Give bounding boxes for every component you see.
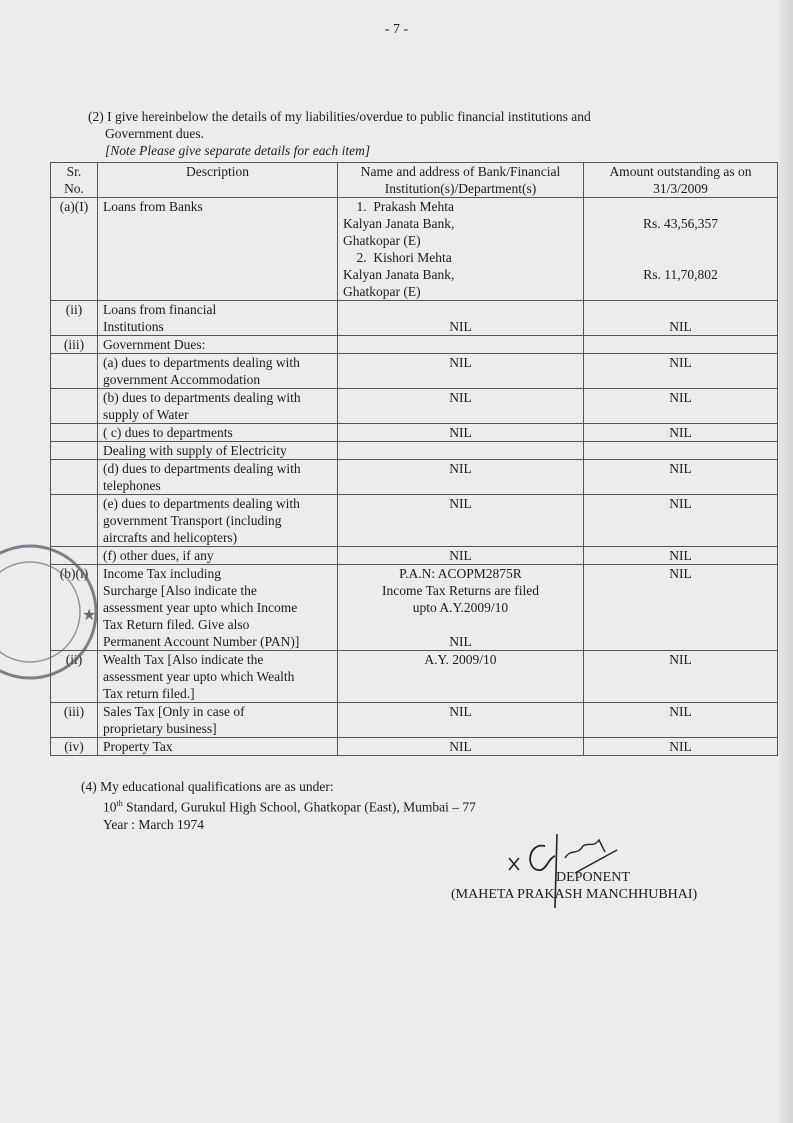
cell-description-line: Wealth Tax [Also indicate the	[103, 652, 264, 667]
svg-text:★: ★	[82, 607, 97, 624]
cell-description-line: Permanent Account Number (PAN)]	[103, 634, 300, 649]
header-sr-no	[51, 163, 98, 198]
cell-description-line: Dealing with supply of Electricity	[103, 443, 287, 458]
cell-institution-line: A.Y. 2009/10	[424, 652, 497, 667]
cell-institution-line: Ghatkopar (E)	[343, 284, 421, 299]
cell-sr-no	[51, 460, 98, 495]
cell-amount	[584, 301, 778, 336]
header-institution-line: Name and address of Bank/Financial	[360, 164, 561, 179]
cell-description-line: Tax Return filed. Give also	[103, 617, 250, 632]
cell-amount-line	[589, 198, 772, 215]
education-heading: (4) My educational qualifications are as under:	[81, 779, 334, 794]
table-row	[51, 460, 778, 495]
cell-sr-no	[51, 424, 98, 442]
cell-amount	[584, 738, 778, 756]
cell-description-line: aircrafts and helicopters)	[103, 530, 238, 545]
cell-description	[98, 442, 338, 460]
table-row	[51, 651, 778, 703]
cell-sr-no-line: (b)(i)	[59, 566, 89, 581]
cell-sr-no	[51, 301, 98, 336]
cell-description-line: supply of Water	[103, 407, 189, 422]
cell-amount-line	[589, 442, 772, 459]
cell-sr-no-line	[53, 495, 95, 512]
cell-institution-line	[343, 616, 578, 633]
cell-sr-no-line	[53, 389, 95, 406]
cell-amount-line: NIL	[669, 461, 692, 476]
cell-institution	[338, 198, 584, 301]
page-edge-shadow	[779, 0, 793, 1123]
cell-amount-line	[589, 232, 772, 249]
header-institution-line: Institution(s)/Department(s)	[384, 181, 537, 196]
cell-amount-line: NIL	[669, 355, 692, 370]
header-sr-no-line: No.	[64, 181, 84, 196]
cell-amount-line	[589, 301, 772, 318]
cell-institution	[338, 651, 584, 703]
cell-description-line: (d) dues to departments dealing with	[103, 461, 301, 476]
cell-institution	[338, 442, 584, 460]
cell-sr-no	[51, 495, 98, 547]
cell-sr-no-line: (iii)	[63, 337, 85, 352]
cell-description	[98, 495, 338, 547]
cell-institution	[338, 424, 584, 442]
cell-institution-line: Kalyan Janata Bank,	[343, 216, 455, 231]
cell-description	[98, 389, 338, 424]
cell-description	[98, 424, 338, 442]
cell-amount-line: NIL	[669, 425, 692, 440]
cell-institution-line: NIL	[449, 739, 472, 754]
cell-amount	[584, 495, 778, 547]
cell-institution-line: NIL	[449, 496, 472, 511]
cell-amount	[584, 198, 778, 301]
cell-sr-no-line	[53, 354, 95, 371]
cell-description	[98, 336, 338, 354]
cell-amount-line: NIL	[669, 496, 692, 511]
cell-institution-line: NIL	[449, 634, 472, 649]
cell-description	[98, 460, 338, 495]
school-text: Standard, Gurukul High School, Ghatkopar (East), Mumbai – 77	[122, 799, 476, 815]
education-section	[81, 778, 476, 833]
cell-sr-no-line: (ii)	[65, 302, 83, 317]
header-description-line: Description	[186, 164, 249, 179]
cell-description	[98, 738, 338, 756]
table-row	[51, 424, 778, 442]
deponent-name: (MAHETA PRAKASH MANCHHUBHAI)	[451, 887, 698, 902]
table-row	[51, 547, 778, 565]
cell-institution	[338, 703, 584, 738]
cell-amount	[584, 703, 778, 738]
header-amount	[584, 163, 778, 198]
cell-description-line: assessment year upto which Wealth	[103, 669, 295, 684]
table-row	[51, 442, 778, 460]
cell-institution-line: upto A.Y.2009/10	[412, 600, 509, 615]
cell-institution	[338, 460, 584, 495]
cell-institution	[338, 547, 584, 565]
cell-sr-no-line	[53, 442, 95, 459]
cell-description-line: Property Tax	[103, 739, 173, 754]
header-amount-line: Amount outstanding as on	[609, 164, 752, 179]
header-sr-no-line: Sr.	[66, 164, 82, 179]
education-school	[81, 795, 476, 816]
cell-institution-line: 2. Kishori Mehta	[343, 250, 452, 265]
cell-sr-no-line: (iv)	[64, 739, 84, 754]
cell-sr-no	[51, 738, 98, 756]
cell-description	[98, 651, 338, 703]
table-row	[51, 389, 778, 424]
cell-sr-no	[51, 336, 98, 354]
liabilities-intro	[88, 108, 768, 159]
cell-sr-no-line	[53, 460, 95, 477]
cell-amount-line: NIL	[669, 652, 692, 667]
page-number: - 7 -	[384, 22, 409, 37]
cell-amount-line: Rs. 43,56,357	[642, 216, 718, 231]
cell-institution-line: Income Tax Returns are filed	[382, 583, 539, 598]
cell-sr-no-line	[53, 424, 95, 441]
cell-description-line: Surcharge [Also indicate the	[103, 583, 257, 598]
education-year: Year : March 1974	[103, 816, 204, 832]
table-row	[51, 198, 778, 301]
header-institution	[338, 163, 584, 198]
cell-institution-line: NIL	[449, 355, 472, 370]
cell-amount-line: NIL	[669, 319, 692, 334]
cell-institution	[338, 354, 584, 389]
cell-description-line: assessment year upto which Income	[103, 600, 298, 615]
official-stamp-seal	[0, 540, 105, 690]
cell-description-line: (a) dues to departments dealing with	[103, 355, 300, 370]
cell-institution-line: NIL	[449, 461, 472, 476]
cell-description-line: (b) dues to departments dealing with	[103, 390, 301, 405]
cell-institution-line: Kalyan Janata Bank,	[343, 267, 455, 282]
cell-institution	[338, 738, 584, 756]
cell-description	[98, 301, 338, 336]
table-header-row	[51, 163, 778, 198]
intro-line: (2) I give hereinbelow the details of my liabilities/overdue to public financial institutions and	[88, 109, 591, 124]
cell-amount	[584, 651, 778, 703]
cell-amount-line: NIL	[669, 390, 692, 405]
cell-sr-no	[51, 703, 98, 738]
cell-sr-no	[51, 354, 98, 389]
cell-institution-line	[343, 442, 578, 459]
cell-description-line: Institutions	[103, 319, 164, 334]
cell-description-line: (f) other dues, if any	[103, 548, 214, 563]
cell-amount	[584, 389, 778, 424]
cell-amount-line: NIL	[669, 704, 692, 719]
cell-description-line: government Transport (including	[103, 513, 282, 528]
cell-description-line: Government Dues:	[103, 337, 206, 352]
cell-amount	[584, 354, 778, 389]
cell-institution-line: NIL	[449, 704, 472, 719]
cell-amount-line	[589, 249, 772, 266]
table-row	[51, 703, 778, 738]
cell-institution-line: NIL	[449, 319, 472, 334]
cell-description-line: (e) dues to departments dealing with	[103, 496, 300, 511]
intro-line: Government dues.	[105, 126, 204, 141]
cell-amount	[584, 547, 778, 565]
standard-suffix: th	[116, 799, 123, 808]
cell-description-line: telephones	[103, 478, 161, 493]
cell-description-line: government Accommodation	[103, 372, 261, 387]
cell-description-line: Tax return filed.]	[103, 686, 195, 701]
header-amount-line: 31/3/2009	[653, 181, 708, 196]
table-row	[51, 301, 778, 336]
cell-institution	[338, 389, 584, 424]
cell-sr-no	[51, 389, 98, 424]
cell-amount	[584, 336, 778, 354]
cell-institution-line: 1. Prakash Mehta	[343, 199, 454, 214]
standard-number: 10	[103, 799, 117, 815]
cell-institution	[338, 565, 584, 651]
cell-amount	[584, 460, 778, 495]
cell-institution-line	[343, 336, 578, 353]
cell-description-line: Loans from Banks	[103, 199, 203, 214]
cell-sr-no-line: (iii)	[63, 704, 85, 719]
cell-description-line: Sales Tax [Only in case of	[103, 704, 245, 719]
cell-description-line: proprietary business]	[103, 721, 217, 736]
cell-institution-line: NIL	[449, 425, 472, 440]
cell-institution-line: P.A.N: ACOPM2875R	[399, 566, 522, 581]
cell-amount-line: NIL	[669, 548, 692, 563]
cell-description-line: Loans from financial	[103, 302, 217, 317]
cell-institution	[338, 336, 584, 354]
cell-institution-line	[343, 301, 578, 318]
cell-description	[98, 565, 338, 651]
cell-institution-line: NIL	[449, 548, 472, 563]
table-row	[51, 738, 778, 756]
cell-institution	[338, 301, 584, 336]
table-row	[51, 354, 778, 389]
cell-description	[98, 547, 338, 565]
cell-amount-line: NIL	[669, 566, 692, 581]
liabilities-table	[50, 162, 778, 756]
cell-institution-line: NIL	[449, 390, 472, 405]
cell-sr-no	[51, 198, 98, 301]
cell-amount	[584, 565, 778, 651]
header-description	[98, 163, 338, 198]
cell-sr-no-line: (a)(I)	[59, 199, 89, 214]
intro-note: [Note Please give separate details for each item]	[105, 143, 371, 158]
table-row	[51, 495, 778, 547]
deponent-label: DEPONENT	[556, 870, 630, 885]
cell-description-line: Income Tax including	[103, 566, 222, 581]
table-row	[51, 336, 778, 354]
table-row	[51, 565, 778, 651]
cell-description	[98, 198, 338, 301]
cell-amount	[584, 442, 778, 460]
cell-description	[98, 703, 338, 738]
cell-amount-line	[589, 336, 772, 353]
cell-amount-line: Rs. 11,70,802	[643, 267, 718, 282]
cell-description	[98, 354, 338, 389]
cell-amount-line: NIL	[669, 739, 692, 754]
cell-amount	[584, 424, 778, 442]
cell-institution	[338, 495, 584, 547]
cell-institution-line: Ghatkopar (E)	[343, 233, 421, 248]
cell-sr-no	[51, 442, 98, 460]
cell-sr-no-line: (ii)	[65, 652, 83, 667]
cell-description-line: ( c) dues to departments	[103, 425, 233, 440]
